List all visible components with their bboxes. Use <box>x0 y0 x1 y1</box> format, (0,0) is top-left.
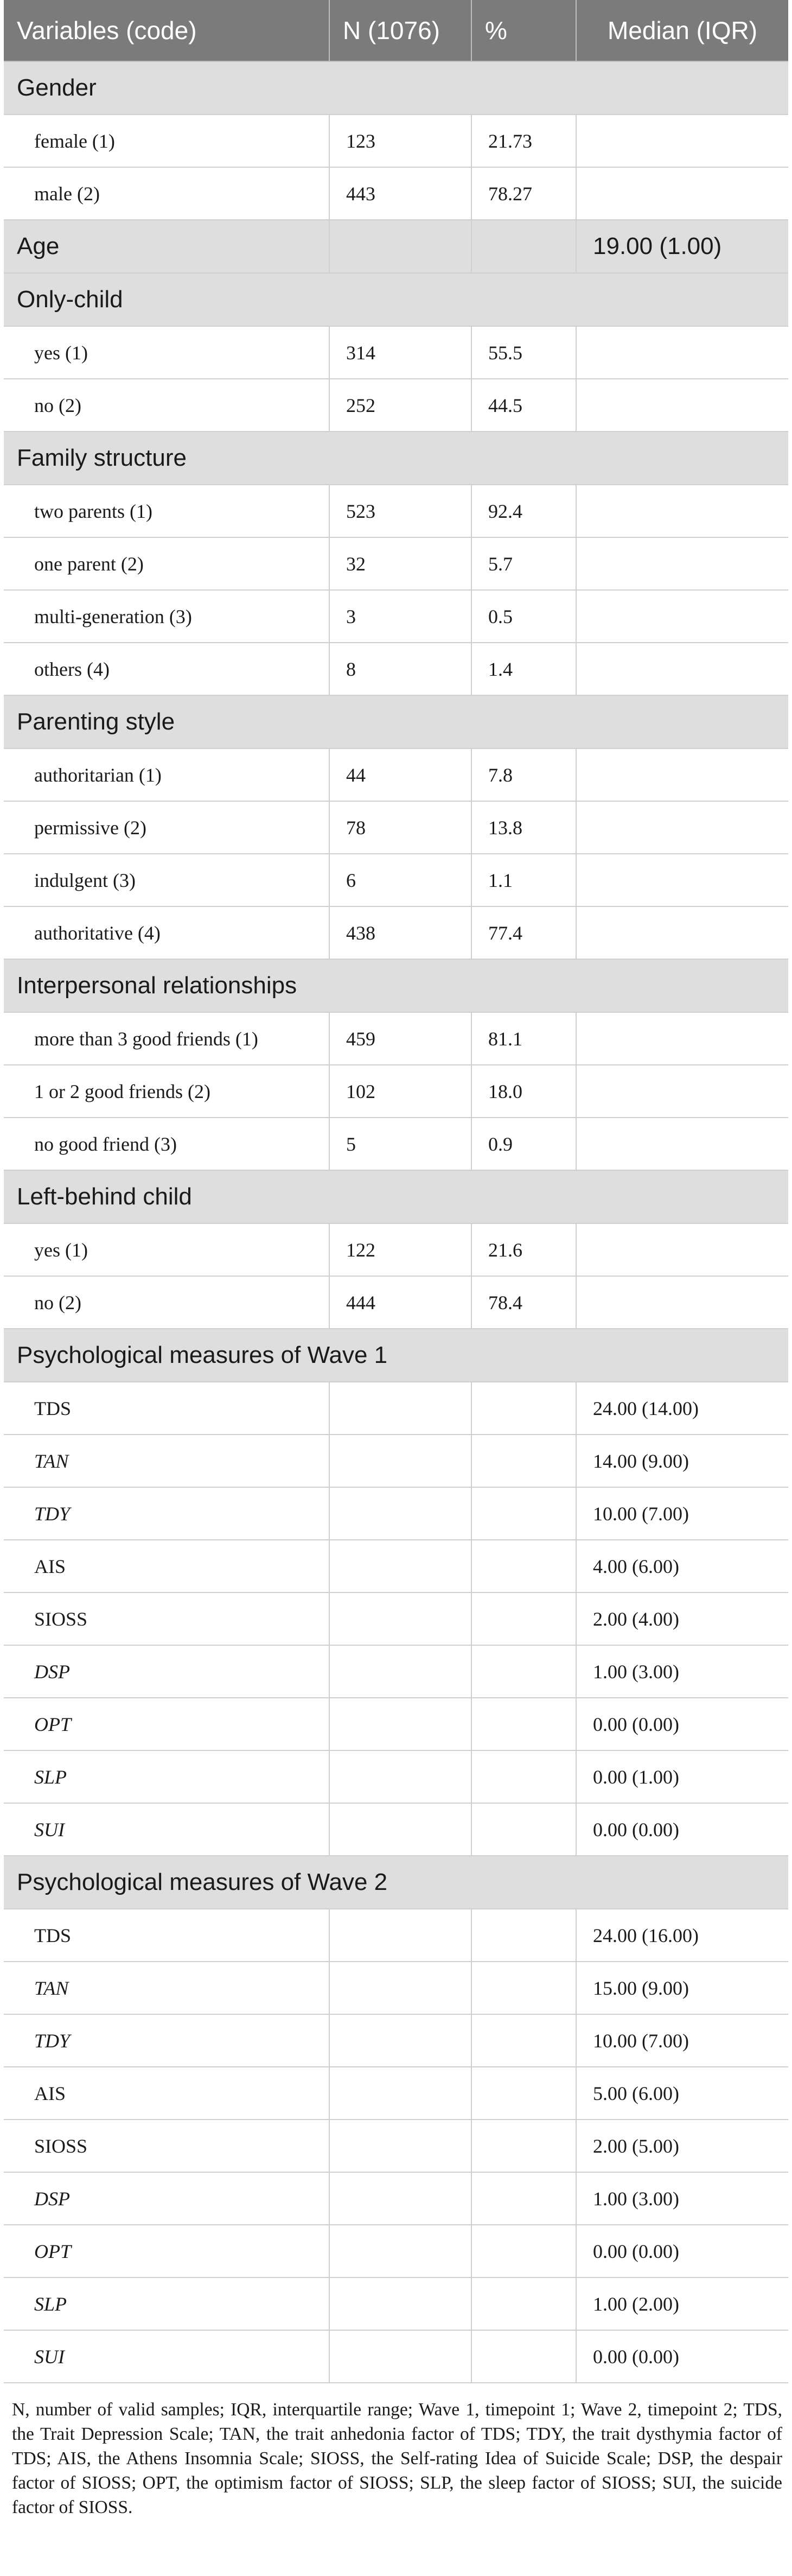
table-row <box>4 379 788 432</box>
row-percent: 1.1 <box>471 854 576 906</box>
row-label: TDY <box>4 2014 329 2067</box>
row-percent <box>471 2225 576 2277</box>
row-label: authoritative (4) <box>4 906 329 959</box>
row-label: OPT <box>4 1698 329 1750</box>
row-n <box>329 2067 471 2120</box>
table-row <box>4 2225 788 2277</box>
row-median: 1.00 (3.00) <box>576 2172 788 2225</box>
row-percent <box>471 2172 576 2225</box>
row-percent: 13.8 <box>471 801 576 854</box>
table-row <box>4 537 788 590</box>
row-median <box>576 537 788 590</box>
row-median: 24.00 (14.00) <box>576 1382 788 1435</box>
row-n <box>329 2277 471 2330</box>
table-row <box>4 1592 788 1645</box>
table-row <box>4 854 788 906</box>
row-n <box>329 2014 471 2067</box>
row-n: 438 <box>329 906 471 959</box>
row-percent <box>471 1803 576 1856</box>
row-n: 8 <box>329 643 471 695</box>
row-n: 122 <box>329 1223 471 1276</box>
table-row <box>4 590 788 643</box>
table-row <box>4 643 788 695</box>
header-percent: % <box>471 0 576 61</box>
row-label: DSP <box>4 2172 329 2225</box>
table-row <box>4 2120 788 2172</box>
row-median: 4.00 (6.00) <box>576 1540 788 1592</box>
section-header-row <box>4 432 788 485</box>
row-percent: 1.4 <box>471 643 576 695</box>
row-n: 102 <box>329 1065 471 1118</box>
section-header-row <box>4 959 788 1012</box>
row-percent <box>471 1750 576 1803</box>
row-label: AIS <box>4 2067 329 2120</box>
row-percent <box>471 1592 576 1645</box>
row-label: one parent (2) <box>4 537 329 590</box>
row-label: more than 3 good friends (1) <box>4 1012 329 1065</box>
row-median <box>576 854 788 906</box>
row-n: 3 <box>329 590 471 643</box>
table-row <box>4 1223 788 1276</box>
section-title: Psychological measures of Wave 2 <box>4 1856 788 1909</box>
header-variables: Variables (code) <box>4 0 329 61</box>
row-percent <box>471 1487 576 1540</box>
row-label: two parents (1) <box>4 485 329 537</box>
table-row <box>4 1276 788 1329</box>
row-median <box>576 115 788 167</box>
table-row <box>4 1962 788 2014</box>
row-label: TDS <box>4 1909 329 1962</box>
row-median <box>576 485 788 537</box>
row-n <box>329 1592 471 1645</box>
row-n <box>329 1645 471 1698</box>
row-median: 10.00 (7.00) <box>576 1487 788 1540</box>
row-label: TDS <box>4 1382 329 1435</box>
row-percent: 21.6 <box>471 1223 576 1276</box>
row-percent <box>471 2277 576 2330</box>
row-median: 1.00 (2.00) <box>576 2277 788 2330</box>
section-title: Family structure <box>4 432 788 485</box>
row-median <box>576 906 788 959</box>
row-n <box>329 1487 471 1540</box>
row-median <box>576 1065 788 1118</box>
row-n <box>329 2120 471 2172</box>
row-n <box>329 2330 471 2383</box>
row-percent: 78.4 <box>471 1276 576 1329</box>
table-row <box>4 1382 788 1435</box>
section-header-row <box>4 220 788 273</box>
row-n: 5 <box>329 1118 471 1170</box>
row-median <box>576 1118 788 1170</box>
row-median: 0.00 (0.00) <box>576 2330 788 2383</box>
section-title: Parenting style <box>4 695 788 748</box>
section-header-row <box>4 695 788 748</box>
header-n: N (1076) <box>329 0 471 61</box>
row-n: 32 <box>329 537 471 590</box>
row-percent <box>471 2120 576 2172</box>
row-percent <box>471 2067 576 2120</box>
table-footnote: N, number of valid samples; IQR, interquartile range; Wave 1, timepoint 1; Wave 2, timepoint 2; TDS, the Trait Depression Scale; TAN, the trait anhedonia factor of TDS; TDY, the trait dysthymia factor of TDS; AIS, the Athens Insomnia Scale; SIOSS, the Self-rating Idea of Suicide Scale; DSP, the despair factor of SIOSS; OPT, the optimism factor of SIOSS; SLP, the sleep factor of SIOSS; SUI, the suicide factor of SIOSS. <box>12 2400 782 2517</box>
row-label: others (4) <box>4 643 329 695</box>
header-row <box>4 0 788 61</box>
section-pct-cell <box>471 220 576 273</box>
section-header-row <box>4 1329 788 1382</box>
table-row <box>4 1750 788 1803</box>
section-header-row <box>4 61 788 115</box>
row-n: 523 <box>329 485 471 537</box>
row-n: 444 <box>329 1276 471 1329</box>
row-median: 0.00 (0.00) <box>576 1698 788 1750</box>
row-label: yes (1) <box>4 1223 329 1276</box>
row-median: 2.00 (5.00) <box>576 2120 788 2172</box>
descriptive-statistics-table <box>4 0 788 2383</box>
row-percent: 81.1 <box>471 1012 576 1065</box>
row-n <box>329 2172 471 2225</box>
row-median: 0.00 (0.00) <box>576 2225 788 2277</box>
row-label: permissive (2) <box>4 801 329 854</box>
row-label: TAN <box>4 1435 329 1487</box>
row-percent: 77.4 <box>471 906 576 959</box>
row-median: 15.00 (9.00) <box>576 1962 788 2014</box>
row-n: 459 <box>329 1012 471 1065</box>
section-title: Only-child <box>4 273 788 326</box>
row-percent: 21.73 <box>471 115 576 167</box>
table-row <box>4 1435 788 1487</box>
row-percent <box>471 2330 576 2383</box>
row-median: 2.00 (4.00) <box>576 1592 788 1645</box>
row-median <box>576 1276 788 1329</box>
row-percent: 18.0 <box>471 1065 576 1118</box>
section-n-cell <box>329 220 471 273</box>
table-row <box>4 115 788 167</box>
row-percent <box>471 1435 576 1487</box>
table-row <box>4 326 788 379</box>
row-n: 314 <box>329 326 471 379</box>
table-header <box>4 0 788 61</box>
row-percent: 55.5 <box>471 326 576 379</box>
header-median: Median (IQR) <box>576 0 788 61</box>
row-n: 6 <box>329 854 471 906</box>
table-row <box>4 801 788 854</box>
row-label: male (2) <box>4 167 329 220</box>
row-n: 44 <box>329 748 471 801</box>
row-label: no (2) <box>4 1276 329 1329</box>
row-label: multi-generation (3) <box>4 590 329 643</box>
row-percent <box>471 1382 576 1435</box>
row-median: 5.00 (6.00) <box>576 2067 788 2120</box>
row-percent: 0.5 <box>471 590 576 643</box>
row-n: 123 <box>329 115 471 167</box>
row-median: 24.00 (16.00) <box>576 1909 788 1962</box>
section-title: Age <box>4 220 329 273</box>
table-row <box>4 1487 788 1540</box>
table-row <box>4 1803 788 1856</box>
row-percent <box>471 1909 576 1962</box>
table-row <box>4 1645 788 1698</box>
row-median <box>576 379 788 432</box>
table-row <box>4 2330 788 2383</box>
row-label: no good friend (3) <box>4 1118 329 1170</box>
row-percent: 0.9 <box>471 1118 576 1170</box>
row-n: 252 <box>329 379 471 432</box>
section-median: 19.00 (1.00) <box>576 220 788 273</box>
row-percent: 5.7 <box>471 537 576 590</box>
row-n <box>329 1962 471 2014</box>
row-n <box>329 1803 471 1856</box>
row-label: OPT <box>4 2225 329 2277</box>
row-n <box>329 1698 471 1750</box>
table-row <box>4 1698 788 1750</box>
row-label: SLP <box>4 2277 329 2330</box>
row-label: 1 or 2 good friends (2) <box>4 1065 329 1118</box>
table-row <box>4 167 788 220</box>
row-median <box>576 167 788 220</box>
row-label: authoritarian (1) <box>4 748 329 801</box>
table-row <box>4 1540 788 1592</box>
table-row <box>4 1065 788 1118</box>
row-percent <box>471 1645 576 1698</box>
row-percent: 78.27 <box>471 167 576 220</box>
row-median: 10.00 (7.00) <box>576 2014 788 2067</box>
section-title: Gender <box>4 61 788 115</box>
row-percent <box>471 2014 576 2067</box>
row-median <box>576 643 788 695</box>
row-label: yes (1) <box>4 326 329 379</box>
row-median <box>576 590 788 643</box>
row-label: indulgent (3) <box>4 854 329 906</box>
section-title: Interpersonal relationships <box>4 959 788 1012</box>
table-row <box>4 1012 788 1065</box>
row-label: TDY <box>4 1487 329 1540</box>
table-body <box>4 61 788 2383</box>
row-n: 78 <box>329 801 471 854</box>
row-n <box>329 1909 471 1962</box>
row-label: AIS <box>4 1540 329 1592</box>
row-label: SIOSS <box>4 2120 329 2172</box>
row-percent <box>471 1962 576 2014</box>
table-row <box>4 2277 788 2330</box>
row-label: SIOSS <box>4 1592 329 1645</box>
section-header-row <box>4 1170 788 1223</box>
row-n <box>329 2225 471 2277</box>
row-label: SUI <box>4 2330 329 2383</box>
section-header-row <box>4 1856 788 1909</box>
row-n <box>329 1540 471 1592</box>
table-row <box>4 748 788 801</box>
section-title: Psychological measures of Wave 1 <box>4 1329 788 1382</box>
row-label: female (1) <box>4 115 329 167</box>
row-percent: 44.5 <box>471 379 576 432</box>
row-median: 0.00 (0.00) <box>576 1803 788 1856</box>
table-row <box>4 485 788 537</box>
row-label: no (2) <box>4 379 329 432</box>
table-row <box>4 2014 788 2067</box>
row-median <box>576 748 788 801</box>
row-median <box>576 1012 788 1065</box>
row-label: SLP <box>4 1750 329 1803</box>
row-n: 443 <box>329 167 471 220</box>
row-median: 14.00 (9.00) <box>576 1435 788 1487</box>
row-n <box>329 1435 471 1487</box>
row-label: SUI <box>4 1803 329 1856</box>
row-median: 0.00 (1.00) <box>576 1750 788 1803</box>
row-label: DSP <box>4 1645 329 1698</box>
section-header-row <box>4 273 788 326</box>
section-title: Left-behind child <box>4 1170 788 1223</box>
row-percent <box>471 1698 576 1750</box>
row-percent: 92.4 <box>471 485 576 537</box>
table-row <box>4 906 788 959</box>
row-percent <box>471 1540 576 1592</box>
row-percent: 7.8 <box>471 748 576 801</box>
row-n <box>329 1382 471 1435</box>
row-n <box>329 1750 471 1803</box>
table-row <box>4 2067 788 2120</box>
table-row <box>4 1118 788 1170</box>
table-row <box>4 2172 788 2225</box>
row-median <box>576 801 788 854</box>
row-median: 1.00 (3.00) <box>576 1645 788 1698</box>
row-median <box>576 1223 788 1276</box>
table-row <box>4 1909 788 1962</box>
row-label: TAN <box>4 1962 329 2014</box>
row-median <box>576 326 788 379</box>
